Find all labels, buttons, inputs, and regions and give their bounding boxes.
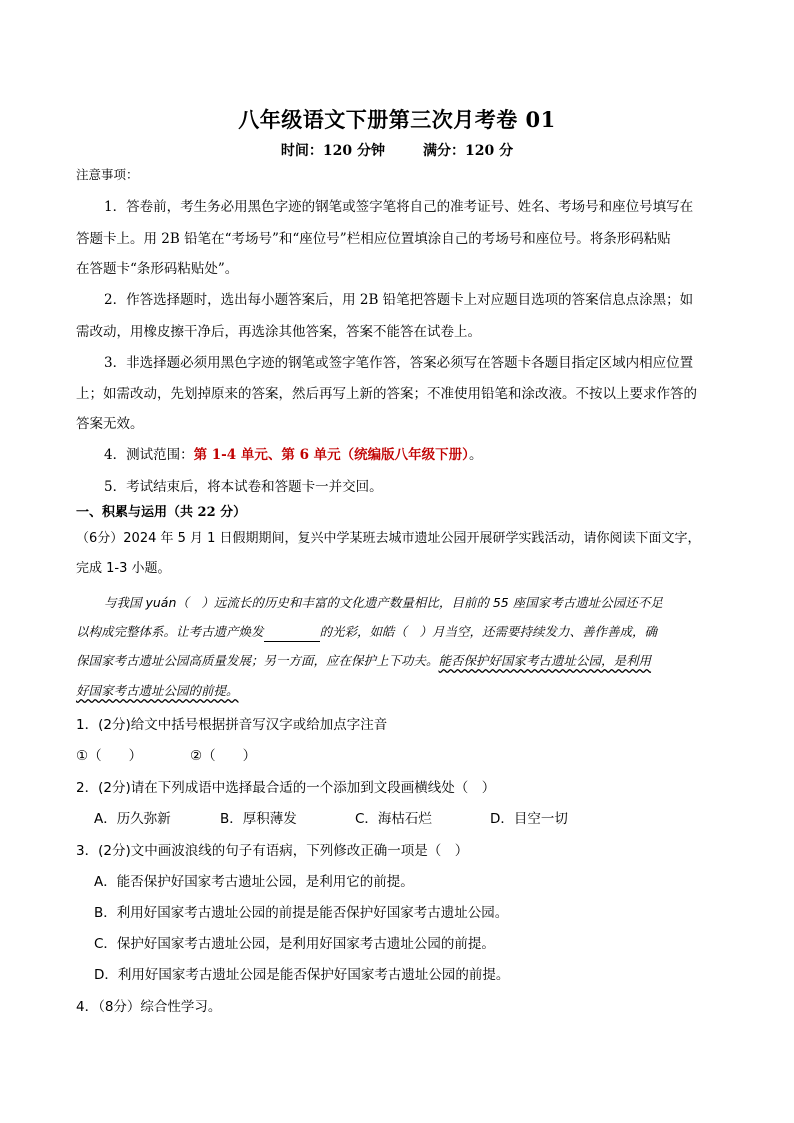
q1-answer-blank-1: ①（ ） bbox=[76, 748, 143, 764]
test-range: 第 1-4 单元、第 6 单元（统编版八年级下册） bbox=[193, 447, 469, 463]
notice-item-2-line-2: 需改动，用橡皮擦干净后，再选涂其他答案，答案不能答在试卷上。 bbox=[76, 324, 481, 340]
question-1: 1．(2分)给文中括号根据拼音写汉字或给加点字注音 bbox=[76, 717, 388, 733]
q3-option-a: A．能否保护好国家考古遗址公园，是利用它的前提。 bbox=[94, 874, 414, 890]
exam-time: 时间：120 分钟 bbox=[280, 143, 385, 159]
passage-line-2-a: 以构成完整体系。让考古遗产焕发 bbox=[76, 624, 264, 639]
notice-item-1-line-3: 在答题卡“条形码粘贴处”。 bbox=[76, 261, 239, 277]
notice-item-2-line-1: 2．作答选择题时，选出每小题答案后，用 2B 铅笔把答题卡上对应题目选项的答案信息点涂黑；如 bbox=[104, 292, 694, 308]
section-intro-line-1: （6分）2024 年 5 月 1 日假期期间，复兴中学某班去城市遗址公园开展研学实践活动，请你阅读下面文字， bbox=[76, 531, 701, 546]
question-3: 3．(2分)文中画波浪线的句子有语病，下列修改正确一项是（ ） bbox=[76, 843, 469, 859]
q3-option-b: B．利用好国家考古遗址公园的前提是能否保护好国家考古遗址公园。 bbox=[94, 905, 509, 921]
q2-option-a: A．历久弥新 bbox=[94, 811, 171, 827]
notice-item-3-line-2: 上；如需改动，先划掉原来的答案，然后再写上新的答案；不准使用铅笔和涂改液。不按以上要求作答的 bbox=[76, 386, 697, 402]
passage-line-3-a: 保国家考古遗址公园高质量发展；另一方面，应在保护上下功夫。 bbox=[76, 653, 439, 668]
notice-item-5: 5．考试结束后，将本试卷和答题卡一并交回。 bbox=[104, 479, 383, 495]
notice-item-3-line-1: 3．非选择题必须用黑色字迹的钢笔或签字笔作答，答案必须写在答题卡各题目指定区域内相应位置 bbox=[104, 355, 694, 371]
section-heading: 一、积累与运用（共 22 分） bbox=[76, 505, 247, 520]
passage-line-2 bbox=[76, 622, 657, 642]
wavy-underlined-sentence-end: 好国家考古遗址公园的前提。 bbox=[76, 683, 239, 698]
section-intro-line-2: 完成 1-3 小题。 bbox=[76, 561, 171, 576]
fill-blank bbox=[264, 627, 320, 642]
q3-option-c: C．保护好国家考古遗址公园，是利用好国家考古遗址公园的前提。 bbox=[94, 936, 495, 952]
passage-line-2-b: 的光彩，如皓（ ）月当空，还需要持续发力、善作善成，确 bbox=[319, 624, 658, 639]
notice-heading: 注意事项： bbox=[76, 167, 139, 182]
q1-answer-blank-2: ②（ ） bbox=[190, 748, 257, 764]
q2-option-d: D．目空一切 bbox=[490, 811, 568, 827]
q3-option-d: D．利用好国家考古遗址公园是能否保护好国家考古遗址公园的前提。 bbox=[94, 967, 510, 983]
passage-line-3 bbox=[76, 651, 651, 671]
passage-line-4 bbox=[76, 681, 239, 701]
notice-item-1-line-1: 1．答卷前，考生务必用黑色字迹的钢笔或签字笔将自己的准考证号、姓名、考场号和座位号填写在 bbox=[104, 199, 694, 215]
notice-item-3-line-3: 答案无效。 bbox=[76, 416, 144, 432]
q2-option-c: C．海枯石烂 bbox=[355, 811, 432, 827]
question-2: 2．(2分)请在下列成语中选择最合适的一个添加到文段画横线处（ ） bbox=[76, 780, 496, 796]
passage-line-1: 与我国 yuán（ ）远流长的历史和丰富的文化遗产数量相比，目前的 55 座国家考古遗址公园还不足 bbox=[104, 595, 663, 610]
page-title: 八年级语文下册第三次月考卷 01 bbox=[238, 107, 556, 132]
notice-item-4 bbox=[104, 445, 482, 465]
exam-info bbox=[0, 140, 794, 160]
notice-item-4-prefix: 4．测试范围： bbox=[104, 447, 194, 463]
q2-option-b: B．厚积薄发 bbox=[220, 811, 297, 827]
notice-item-4-suffix: 。 bbox=[468, 447, 483, 463]
notice-item-1-line-2: 答题卡上。用 2B 铅笔在“考场号”和“座位号”栏相应位置填涂自己的考场号和座位号。将条形码粘贴 bbox=[76, 231, 671, 247]
wavy-underlined-sentence: 能否保护好国家考古遗址公园，是利用 bbox=[438, 653, 652, 668]
question-4: 4．（8分）综合性学习。 bbox=[76, 999, 222, 1015]
exam-score: 满分：120 分 bbox=[423, 143, 514, 159]
